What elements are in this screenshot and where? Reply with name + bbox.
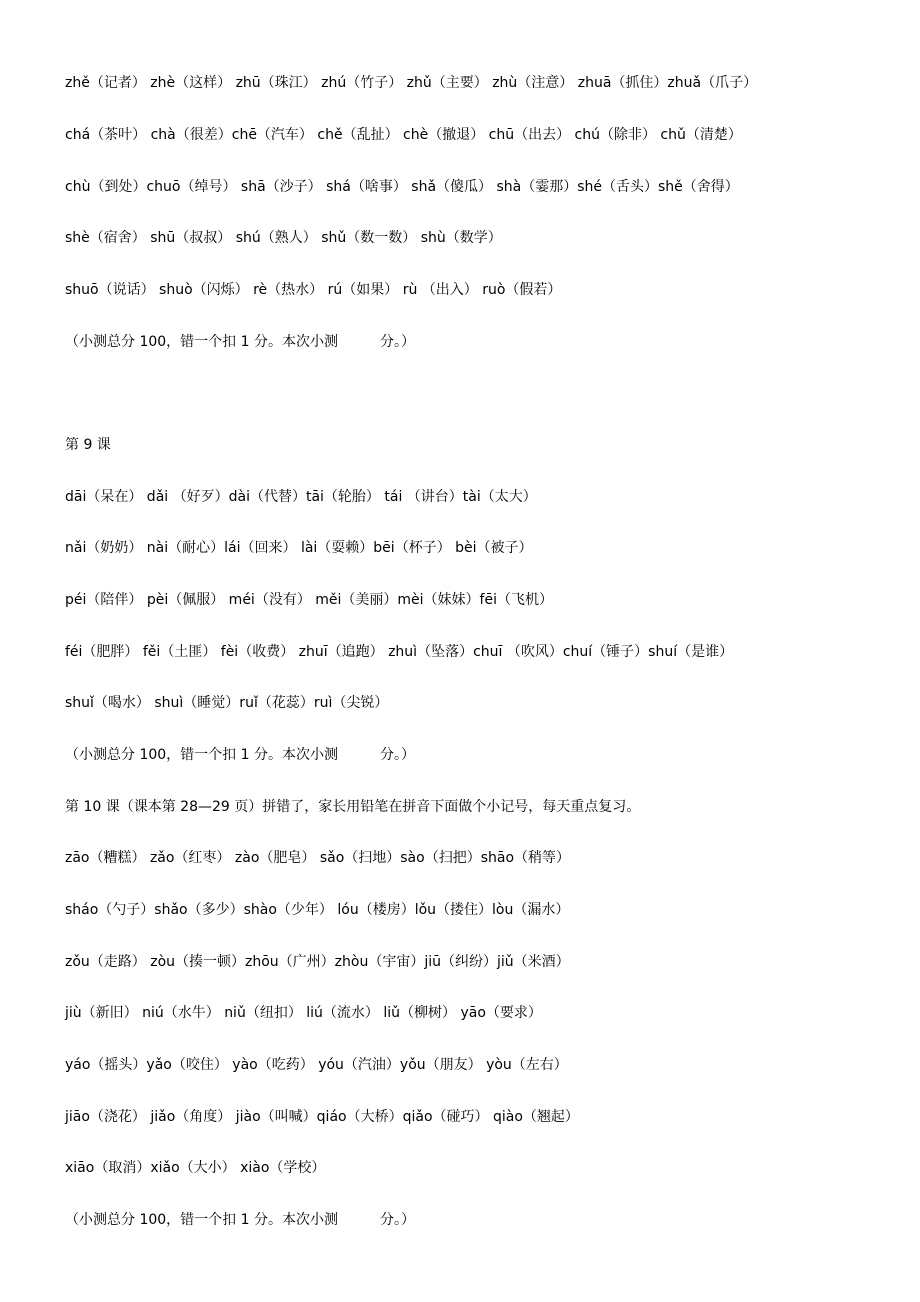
lesson-9-heading: 第 9 课	[65, 437, 111, 453]
quiz-score-note-1: （小测总分 100，错一个扣 1 分。本次小测 分。）	[65, 334, 415, 350]
pinyin-line-9: féi（肥胖） fěi（土匪） fèi（收费） zhuī（追跑） zhuì（坠落）chuī （吹风）chuí（锤子）shuí（是谁）	[65, 644, 734, 660]
pinyin-line-3: chù（到处）chuō（绰号） shā（沙子） shá（啥事） shǎ（傻瓜） shà（霎那）shé（舌头）shě（舍得）	[65, 179, 739, 195]
pinyin-line-2: chá（茶叶） chà（很差）chē（汽车） chě（乱扯） chè（撤退） chū（出去） chú（除非） chǔ（清楚）	[65, 127, 742, 143]
quiz-score-note-2: （小测总分 100，错一个扣 1 分。本次小测 分。）	[65, 747, 415, 763]
lesson-10-heading: 第 10 课（课本第 28—29 页）拼错了，家长用铅笔在拼音下面做个小记号，每天重点复习。	[65, 799, 641, 815]
pinyin-line-17: xiāo（取消）xiǎo（大小） xiào（学校）	[65, 1160, 326, 1176]
pinyin-line-4: shè（宿舍） shū（叔叔） shú（熟人） shǔ（数一数） shù（数学）	[65, 230, 502, 246]
pinyin-line-15: yáo（摇头）yǎo（咬住） yào（吃药） yóu（汽油）yǒu（朋友） yòu（左右）	[65, 1057, 568, 1073]
pinyin-line-8: péi（陪伴） pèi（佩服） méi（没有） měi（美丽）mèi（妹妹）fēi（飞机）	[65, 592, 553, 608]
pinyin-line-11: zāo（糟糕） zǎo（红枣） zào（肥皂） sǎo（扫地）sào（扫把）shāo（稍等）	[65, 850, 571, 866]
pinyin-line-14: jiù（新旧） niú（水牛） niǔ（纽扣） liú（流水） liǔ（柳树） yāo（要求）	[65, 1005, 542, 1021]
pinyin-line-1: zhě（记者） zhè（这样） zhū（珠江） zhú（竹子） zhǔ（主要） zhù（注意） zhuā（抓住）zhuǎ（爪子）	[65, 75, 758, 91]
pinyin-line-5: shuō（说话） shuò（闪烁） rè（热水） rú（如果） rù （出入） ruò（假若）	[65, 282, 562, 298]
quiz-score-note-3: （小测总分 100，错一个扣 1 分。本次小测 分。）	[65, 1212, 415, 1228]
pinyin-line-13: zǒu（走路） zòu（揍一顿）zhōu（广州）zhòu（宇宙）jiū（纠纷）jiǔ（米酒）	[65, 954, 570, 970]
pinyin-line-12: sháo（勺子）shǎo（多少）shào（少年） lóu（楼房）lǒu（搂住）lòu（漏水）	[65, 902, 570, 918]
pinyin-line-6: dāi（呆在） dǎi （好歹）dài（代替）tāi（轮胎） tái （讲台）tài（太大）	[65, 489, 537, 505]
pinyin-line-16: jiāo（浇花） jiǎo（角度） jiào（叫喊）qiáo（大桥）qiǎo（碰巧） qiào（翘起）	[65, 1109, 579, 1125]
pinyin-line-10: shuǐ（喝水） shuì（睡觉）ruǐ（花蕊）ruì（尖锐）	[65, 695, 389, 711]
pinyin-line-7: nǎi（奶奶） nài（耐心）lái（回来） lài（耍赖）bēi（杯子） bèi（被子）	[65, 540, 533, 556]
